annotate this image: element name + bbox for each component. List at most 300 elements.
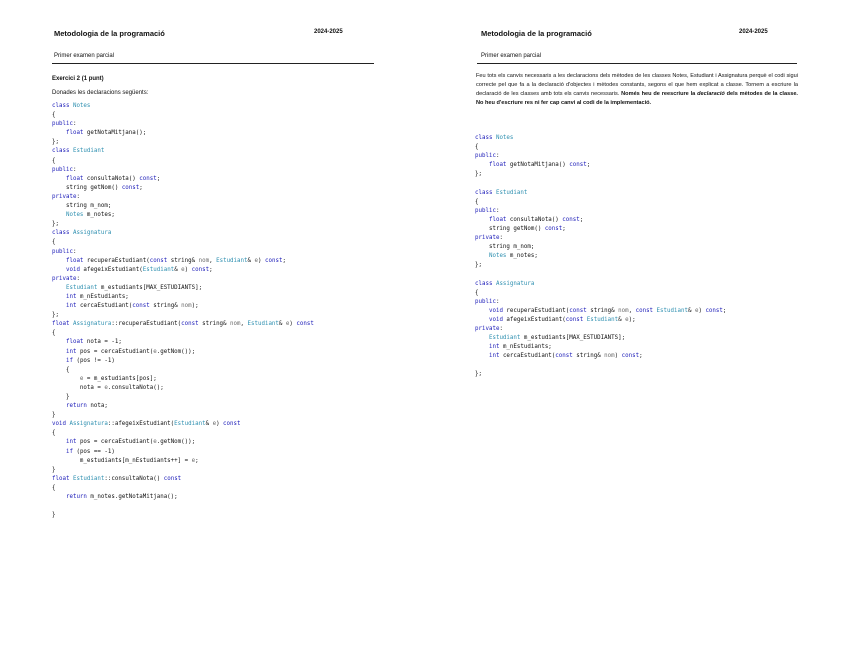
code-line: [475, 143, 726, 152]
code-line: [52, 257, 314, 266]
code-token: .consultaNota();: [107, 384, 164, 391]
code-token: [52, 176, 66, 182]
code-token: };: [475, 371, 482, 378]
code-token: };: [475, 262, 482, 269]
code-token: [475, 353, 489, 359]
code-token: public: [52, 166, 73, 173]
code-token: afegeixEstudiant(: [83, 266, 143, 273]
code-token: [475, 162, 489, 168]
code-token: Estudiant: [174, 421, 206, 428]
code-line: [52, 475, 314, 484]
code-token: private: [475, 325, 500, 332]
code-token: const: [132, 303, 154, 310]
code-token: );: [191, 303, 199, 310]
code-token: };: [52, 221, 59, 228]
code-token: ;: [639, 353, 643, 360]
code-line: [475, 316, 726, 325]
code-token: int: [65, 293, 80, 300]
code-token: ;: [282, 257, 286, 264]
code-token: void: [488, 316, 507, 323]
code-token: nom: [181, 303, 192, 310]
code-line: [475, 207, 726, 216]
code-line: [52, 457, 314, 466]
instructions-run: Feu tots els canvis necessaris a les declaracions dels mètodes de les classes Notes, Estudiant i Assignatura perquè el codi sigui correcte pel que fa a la declaració d'objectes i mètodes constants, segons el que hem explicat a classe. Tornem a escriure la declaració de les classes amb tots els canvis necessaris.: [476, 73, 798, 98]
code-token: private: [52, 193, 77, 200]
code-line: [52, 311, 314, 320]
code-token: :: [72, 121, 77, 128]
code-token: :: [76, 193, 80, 200]
code-line: [52, 411, 314, 420]
code-line: [52, 429, 314, 438]
exercise-intro: Donades les declaracions següents:: [52, 90, 149, 96]
code-line: [475, 134, 726, 143]
code-token: ,: [209, 257, 217, 264]
code-line: [475, 289, 726, 298]
code-token: Estudiant: [656, 307, 688, 314]
code-token: nota =: [52, 384, 105, 391]
code-token: &: [618, 316, 626, 323]
code-token: float: [52, 321, 73, 328]
instructions-run: declaració: [697, 91, 725, 98]
code-token: Estudiant: [142, 266, 175, 273]
academic-year: 2024-2025: [739, 29, 768, 35]
code-line: [52, 484, 314, 493]
code-token: [52, 285, 66, 291]
code-line: [52, 284, 314, 293]
code-line: [52, 502, 314, 511]
code-line: [52, 129, 314, 138]
instructions-run: dels mètodes de la classe. No heu d'escriure res ni fer cap canvi al codi de la implementació.: [476, 91, 798, 107]
code-token: &: [278, 321, 286, 328]
code-token: float: [65, 175, 87, 182]
code-token: e: [625, 316, 629, 323]
code-token: public: [475, 153, 496, 160]
code-line: [475, 270, 726, 279]
code-token: const: [569, 162, 587, 169]
code-token: [52, 303, 66, 309]
code-token: m_nEstudiants;: [502, 344, 552, 351]
code-token: :: [495, 298, 500, 305]
code-token: afegeixEstudiant(: [506, 316, 566, 323]
code-token: recuperaEstudiant(: [506, 307, 570, 314]
code-token: [475, 217, 489, 223]
code-token: ,: [628, 307, 636, 314]
code-token: Notes: [65, 212, 87, 219]
instructions-paragraph: [476, 72, 798, 108]
code-token: float: [488, 216, 510, 223]
code-line: [52, 393, 314, 402]
code-token: ): [216, 421, 224, 428]
code-line: [52, 184, 314, 193]
code-line: [52, 384, 314, 393]
code-token: string&: [170, 257, 199, 264]
code-token: Estudiant: [495, 189, 528, 196]
code-token: [52, 294, 66, 300]
code-token: [52, 349, 66, 355]
code-line: [475, 216, 726, 225]
code-token: class: [475, 280, 496, 287]
code-line: [52, 111, 314, 120]
code-token: float: [65, 257, 87, 264]
code-token: e: [285, 321, 290, 328]
code-token: public: [475, 207, 496, 214]
code-token: const: [296, 321, 314, 328]
code-line: [52, 293, 314, 302]
code-token: ;: [562, 225, 566, 232]
code-token: e: [181, 266, 185, 273]
code-line: [52, 438, 314, 447]
code-token: .getNom());: [156, 348, 196, 355]
code-token: {: [52, 239, 56, 246]
code-token: {: [475, 144, 479, 151]
code-token: Assignatura: [495, 280, 535, 287]
code-token: string m_nom;: [52, 203, 112, 210]
code-token: [475, 253, 489, 259]
code-token: int: [65, 439, 80, 446]
code-token: }: [52, 394, 70, 400]
code-token: string getNom(): [52, 184, 122, 191]
code-token: [52, 267, 66, 273]
code-token: {: [475, 289, 479, 296]
code-token: ::afegeixEstudiant(: [107, 421, 175, 428]
code-line: [52, 248, 314, 257]
header-divider: [52, 63, 374, 64]
code-token: if: [65, 357, 77, 364]
code-token: {: [52, 330, 56, 337]
code-line: [475, 152, 726, 161]
code-token: const: [139, 175, 157, 182]
code-token: ;: [579, 216, 584, 223]
code-token: getNotaMitjana(): [509, 162, 570, 169]
code-token: :: [499, 235, 503, 242]
code-token: e: [694, 307, 699, 314]
code-listing: [52, 102, 314, 520]
code-line: [52, 511, 314, 520]
code-token: pos = cercaEstudiant(: [79, 439, 154, 446]
code-token: }: [52, 512, 56, 519]
code-token: const: [191, 266, 210, 273]
code-token: cercaEstudiant(: [502, 353, 556, 360]
code-token: e: [212, 421, 217, 428]
code-line: [475, 352, 726, 361]
code-token: &: [205, 421, 213, 428]
code-line: [475, 280, 726, 289]
code-token: void: [65, 266, 84, 273]
code-token: class: [52, 230, 73, 237]
code-token: ,: [240, 321, 248, 328]
code-token: ::consultaNota(): [104, 475, 164, 482]
code-token: };: [475, 171, 482, 178]
code-token: void: [52, 421, 70, 428]
exam-subtitle: Primer examen parcial: [481, 53, 542, 59]
code-token: string m_nom;: [475, 244, 535, 251]
code-token: public: [52, 248, 73, 255]
code-line: [52, 348, 314, 357]
code-token: const: [555, 353, 577, 360]
code-token: ;: [209, 266, 213, 273]
code-line: [52, 357, 314, 366]
code-token: Estudiant: [488, 335, 524, 342]
code-token: int: [65, 348, 80, 355]
code-token: void: [488, 307, 507, 314]
code-line: [475, 161, 726, 170]
code-token: const: [121, 184, 140, 191]
code-line: [52, 375, 314, 384]
code-token: e: [153, 348, 157, 355]
code-token: [475, 335, 489, 341]
code-line: [52, 302, 314, 311]
instructions-run: Només heu de reescriure la: [621, 91, 698, 98]
code-line: [52, 147, 314, 156]
code-line: [52, 138, 314, 147]
code-token: nom: [230, 321, 241, 328]
exercise-heading: Exercici 2 (1 punt): [52, 76, 104, 82]
code-token: e: [104, 384, 108, 391]
code-line: [52, 166, 314, 175]
code-line: [52, 402, 314, 411]
code-token: m_notes.getNotaMitjana();: [90, 494, 178, 501]
code-line: [52, 157, 314, 166]
code-token: const: [635, 307, 657, 314]
code-token: const: [705, 307, 723, 314]
code-token: int: [488, 344, 503, 351]
code-token: if: [65, 448, 77, 455]
code-token: Notes: [488, 253, 510, 260]
code-token: recuperaEstudiant(: [86, 257, 150, 264]
code-token: (pos == -1): [76, 448, 115, 455]
code-token: nom: [604, 353, 615, 360]
code-token: return: [65, 494, 91, 501]
code-token: ;: [139, 184, 143, 191]
code-token: Estudiant: [586, 316, 619, 323]
code-token: class: [475, 189, 496, 196]
code-token: &: [174, 266, 182, 273]
code-token: e: [254, 257, 258, 264]
code-line: [52, 338, 314, 347]
code-line: [52, 193, 314, 202]
page-title: Metodologia de la programació: [54, 29, 165, 38]
code-line: [475, 370, 726, 379]
code-token: Assignatura: [72, 230, 112, 237]
code-token: pos = cercaEstudiant(: [79, 348, 154, 355]
code-line: [52, 366, 314, 375]
code-listing: [475, 134, 726, 380]
page-title: Metodologia de la programació: [481, 29, 592, 38]
code-token: string&: [202, 321, 231, 328]
code-token: m_estudiants[MAX_ESTUDIANTS];: [523, 335, 626, 342]
code-token: private: [52, 275, 77, 282]
code-line: [52, 275, 314, 284]
code-token: consultaNota(): [86, 175, 140, 182]
code-token: Assignatura: [72, 321, 112, 328]
code-token: }: [52, 466, 56, 473]
academic-year: 2024-2025: [314, 29, 343, 35]
code-token: getNotaMitjana();: [86, 130, 147, 137]
code-token: e: [153, 439, 157, 446]
code-token: nom: [618, 307, 629, 314]
code-token: };: [52, 312, 59, 319]
code-line: [475, 261, 726, 270]
code-token: public: [52, 121, 73, 128]
code-token: );: [628, 316, 636, 323]
code-token: [52, 339, 66, 345]
code-token: const: [621, 353, 640, 360]
code-line: [52, 493, 314, 502]
code-token: {: [52, 366, 70, 373]
code-token: [52, 130, 66, 136]
code-line: [475, 170, 726, 179]
code-token: ::recuperaEstudiant(: [111, 321, 182, 328]
code-token: const: [223, 421, 241, 428]
code-token: string&: [576, 353, 605, 360]
header-divider: [477, 63, 797, 64]
code-token: ): [289, 321, 297, 328]
code-token: cercaEstudiant(: [79, 303, 133, 310]
code-token: [52, 439, 66, 445]
code-token: ): [614, 353, 622, 360]
code-token: public: [475, 298, 496, 305]
code-token: e: [79, 375, 84, 382]
code-token: {: [52, 430, 56, 437]
code-line: [475, 307, 726, 316]
code-token: {: [52, 112, 56, 119]
code-line: [475, 325, 726, 334]
code-token: [52, 358, 66, 364]
code-line: [475, 298, 726, 307]
code-token: const: [565, 316, 587, 323]
code-token: const: [264, 257, 283, 264]
code-token: [475, 344, 489, 350]
code-token: [475, 308, 489, 314]
code-token: const: [544, 225, 563, 232]
code-token: Estudiant: [247, 321, 279, 328]
code-token: int: [65, 303, 80, 310]
code-token: class: [52, 148, 73, 155]
code-token: :: [72, 248, 77, 255]
code-token: ;: [722, 307, 727, 314]
code-token: const: [181, 321, 203, 328]
code-line: [52, 229, 314, 238]
code-line: [475, 361, 726, 370]
code-token: return: [65, 403, 91, 410]
code-token: class: [52, 103, 73, 109]
code-token: nom: [198, 257, 210, 264]
code-token: [52, 212, 66, 218]
code-token: const: [569, 307, 591, 314]
code-token: float: [65, 130, 87, 137]
code-token: Estudiant: [216, 257, 248, 264]
code-token: float: [488, 162, 510, 169]
code-token: nota = -1;: [86, 339, 122, 346]
code-token: :: [495, 153, 500, 160]
code-token: &: [687, 307, 695, 314]
code-token: string getNom(): [475, 225, 545, 232]
code-token: [52, 403, 66, 409]
code-line: [52, 202, 314, 211]
code-token: m_notes;: [86, 212, 115, 219]
code-token: nota;: [90, 403, 108, 410]
code-token: ): [184, 266, 192, 273]
code-token: {: [475, 198, 479, 205]
code-token: class: [475, 135, 496, 141]
code-token: [52, 494, 66, 500]
code-token: .getNom());: [156, 439, 196, 446]
code-token: [52, 376, 80, 382]
code-token: [475, 317, 489, 323]
code-line: [475, 243, 726, 252]
code-token: Assignatura: [69, 421, 108, 428]
code-token: ;: [586, 162, 591, 169]
code-token: {: [52, 484, 56, 491]
code-token: };: [52, 139, 59, 146]
code-token: {: [52, 157, 56, 164]
code-line: [52, 320, 314, 329]
code-token: [52, 449, 66, 455]
code-line: [52, 102, 314, 111]
code-line: [52, 448, 314, 457]
code-token: }: [52, 412, 56, 419]
code-line: [475, 343, 726, 352]
code-token: float: [52, 475, 73, 482]
code-token: m_notes;: [509, 253, 538, 260]
exam-page-2: [424, 0, 848, 655]
code-token: (pos != -1): [76, 357, 115, 364]
code-line: [52, 420, 314, 429]
code-token: consultaNota(): [509, 216, 563, 223]
code-line: [52, 266, 314, 275]
code-line: [475, 198, 726, 207]
code-line: [475, 225, 726, 234]
code-token: const: [562, 216, 580, 223]
code-token: :: [72, 166, 77, 173]
code-line: [52, 329, 314, 338]
code-token: Estudiant: [65, 284, 101, 291]
code-token: string&: [590, 307, 619, 314]
code-line: [52, 175, 314, 184]
code-token: m_estudiants[MAX_ESTUDIANTS];: [100, 284, 203, 291]
code-token: string&: [153, 303, 182, 310]
code-line: [475, 179, 726, 188]
code-token: ;: [156, 175, 161, 182]
code-token: m_estudiants[m_nEstudiants++] =: [52, 457, 192, 464]
code-line: [475, 189, 726, 198]
code-line: [475, 252, 726, 261]
code-token: :: [495, 207, 500, 214]
code-token: = m_estudiants[pos];: [83, 375, 157, 382]
code-token: const: [163, 475, 182, 482]
code-line: [52, 466, 314, 475]
exam-subtitle: Primer examen parcial: [54, 53, 115, 59]
code-token: int: [488, 353, 503, 360]
code-token: Notes: [495, 135, 514, 141]
code-line: [52, 211, 314, 220]
code-token: ): [698, 307, 706, 314]
code-token: ;: [195, 457, 199, 464]
code-token: :: [76, 275, 80, 282]
code-token: [52, 258, 66, 264]
code-token: ): [258, 257, 265, 264]
code-line: [475, 334, 726, 343]
code-token: e: [191, 457, 196, 464]
code-token: :: [499, 325, 503, 332]
code-line: [52, 220, 314, 229]
code-token: float: [65, 339, 87, 346]
code-token: const: [149, 257, 171, 264]
code-token: Estudiant: [72, 475, 105, 482]
code-token: &: [247, 257, 255, 264]
code-token: Estudiant: [72, 148, 105, 155]
code-token: Notes: [72, 103, 91, 109]
